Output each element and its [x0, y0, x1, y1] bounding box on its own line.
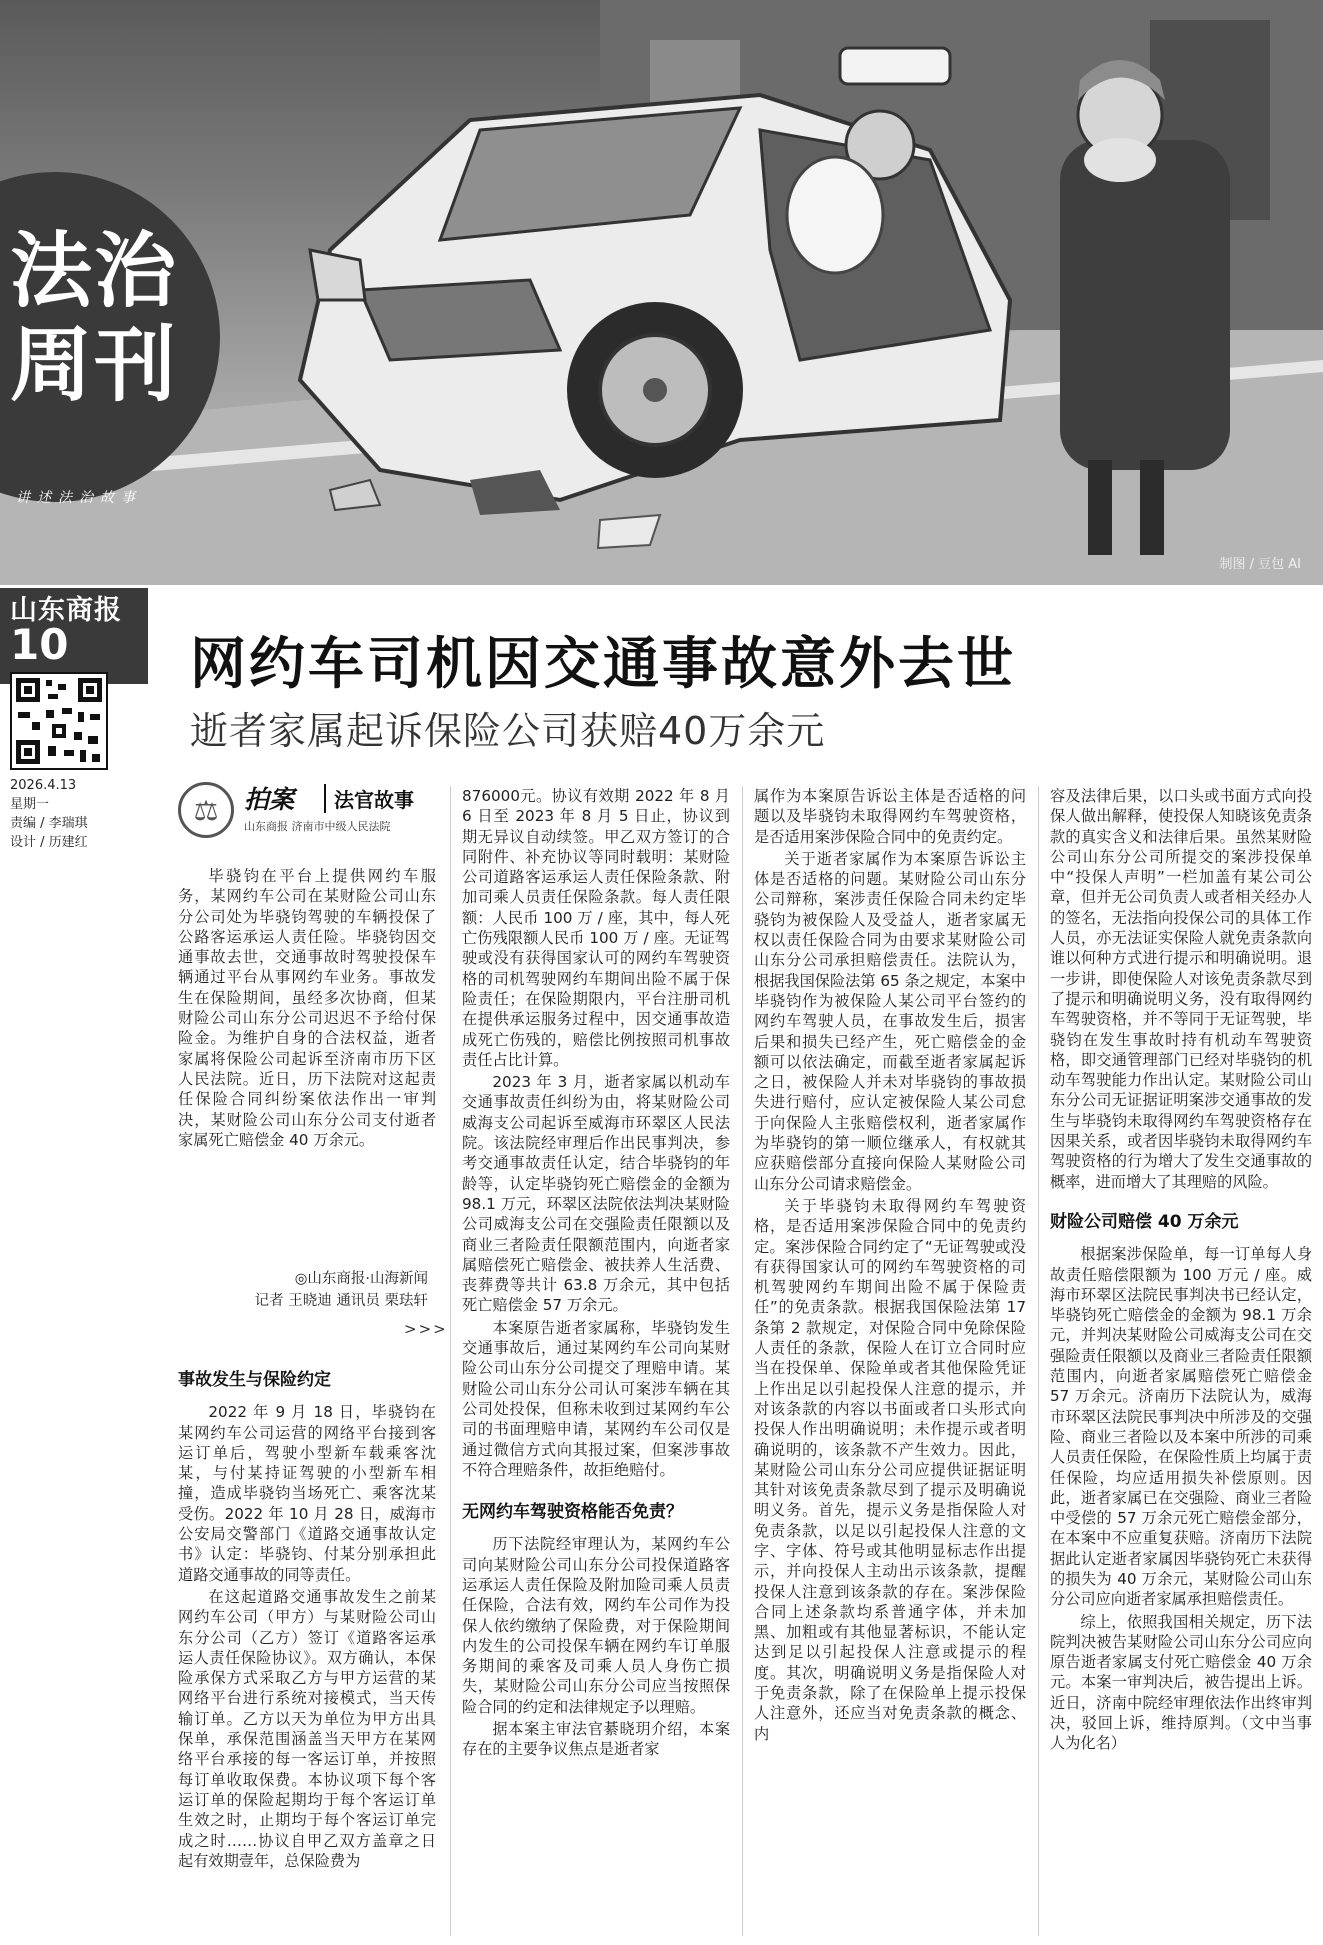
paragraph: 根据案涉保险单，每一订单每人身故责任赔偿限额为 100 万元 / 座。威海市环翠区法院民事判决书已经认定，毕骁钧死亡赔偿金的金额为 98.1 万余元，并判决某财险公司威海支公司在交强险责任限额以及商业三者险责任限额范围内，向逝者家属赔偿死亡赔偿金 57 万余元。济南历下法院认为，威海市环翠区法院民事判决中所涉及的交强险、商业三者险以及本案中所涉的司乘人员责任保险，在保险性质上均属于责任保险，均应适用损失补偿原则。因此，逝者家属已在交强险、商业三者险中受偿的 57 万余元死亡赔偿金部分，在本案中不应重复获赔。济南历下法院据此认定逝者家属因毕骁钧死亡未获得的损失为 40 万余元，某财险公司山东分公司应向逝者家属承担赔偿责任。: [1050, 1245, 1312, 1609]
paper-name: 山东商报: [10, 595, 122, 626]
paragraph: 综上，依照我国相关规定，历下法院判决被告某财险公司山东分公司应向原告逝者家属支付死亡赔偿金 40 万余元。本案一审判决后，被告提出上诉。近日，济南中院经审理依法作出终审判决，驳回上诉，维持原判。（文中当事人为化名）: [1050, 1612, 1312, 1753]
column-badge: [178, 780, 440, 842]
byline-source: ◎山东商报·山海新闻: [294, 1271, 428, 1287]
article-column-3: [754, 786, 1026, 1746]
paragraph: 容及法律后果，以口头或书面方式向投保人做出解释，使投保人知晓该免责条款的真实含义和法律后果。虽然某财险公司山东分公司所提交的案涉投保单中“投保人声明”一栏加盖有某公司公章，但并无公司负责人或者相关经办人的签名，无法指向投保公司的具体工作人员，亦无法证实保险人就免责条款向谁以何种方式进行提示和明确说明。退一步讲，即使保险人对该免责条款尽到了提示和明确说明义务，没有取得网约车驾驶资格，并不等同于无证驾驶，毕骁钧在发生事故时持有机动车驾驶资格，即交通管理部门已经对毕骁钧的机动车驾驶能力作出认定。某财险公司山东分公司无证据证明案涉交通事故的发生与毕骁钧未取得网约车驾驶资格存在因果关系，或者因毕骁钧未取得网约车驾驶资格的行为增大了发生交通事故的概率，进而增大了其理赔的风险。: [1050, 787, 1312, 1191]
article-headline: 网约车司机因交通事故意外去世: [190, 632, 1016, 697]
article-column-1: [178, 1360, 436, 1873]
paragraph: 在这起道路交通事故发生之前某网约车公司（甲方）与某财险公司山东分公司（乙方）签订《道路客运承运人责任保险协议》。双方确认，本保险承保方式采取乙方与甲方运营的某网络平台进行系统对接模式，当天传输订单。乙方以天为单位为甲方出具保单，承保范围涵盖当天甲方在某网络平台承接的每一客运订单，并按照每订单收取保费。本协议项下每个客运订单的保险起期均于每个客运订单生效之时，止期均于每个客运订单完成之时……协议自甲乙双方盖章之日起有效期壹年，总保险费为: [178, 1587, 436, 1870]
column-divider: [742, 786, 743, 1936]
designer-credit: 设计 / 历建红: [10, 835, 88, 850]
paragraph: 关于毕骁钧未取得网约车驾驶资格，是否适用案涉保险合同中的免责约定。案涉保险合同约定了“无证驾驶或没有获得国家认可的网约车驾驶资格的司机驾驶网约车期间出险不属于保险责任”的免责条款。根据我国保险法第 17 条第 2 款规定，对保险合同中免除保险人责任的条款，保险人在订立合同时应当在投保单、保险单或者其他保险凭证上作出足以引起投保人注意的提示，并对该条款的内容以书面或者口头形式向投保人作出明确说明；未作提示或者明确说明的，该条款不产生效力。因此，某财险公司山东分公司应提供证据证明其针对该免责条款尽到了提示及明确说明义务。首先，提示义务是指保险人对免责条款，以足以引起投保人注意的文字、字体、符号或其他明显标志作出提示，并向投保人主动出示该条款，提醒投保人注意到该条款的存在。案涉保险合同上述条款均系普通字体，并未加黑、加粗或有其他显著标识，不能认定达到足以引起投保人注意或提示的程度。其次，明确说明义务是指保险人对于免责条款，除了在保险单上提示投保人注意外，还应当对免责条款的概念、内: [754, 1196, 1026, 1743]
article-column-2: [462, 786, 730, 1762]
section-heading-compensation: 财险公司赔偿 40 万余元: [1050, 1211, 1239, 1232]
editor-credit: 责编 / 李瑞琪: [10, 816, 88, 831]
column-divider: [1038, 786, 1039, 1936]
paragraph: 历下法院经审理认为，某网约车公司向某财险公司山东分公司投保道路客运承运人责任保险及附加险司乘人员责任保险，合法有效，网约车公司作为投保人依约缴纳了保险费，对于保险期间内发生的公司投保车辆在网约车订单服务期间的乘客及司乘人员人身伤亡损失，某财险公司山东分公司应当按照保险合同的约定和法律规定予以理赔。: [462, 1535, 730, 1716]
paragraph: 关于逝者家属作为本案原告诉讼主体是否适格的问题。某财险公司山东分公司辩称，案涉责任保险合同未约定毕骁钧为被保险人及受益人，逝者家属无权以责任保险合同为由要求某财险公司山东分公司承担赔偿责任。法院认为，根据我国保险法第 65 条之规定，本案中毕骁钧作为被保险人某公司平台签约的网约车驾驶人员，在事故发生后，损害后果和损失已经产生，死亡赔偿金的金额可以依法确定，而截至逝者家属起诉之日，被保险人并未对毕骁钧的事故损失进行赔付，应认定被保险人某公司怠于向保险人主张赔偿权利，逝者家属作为毕骁钧的第一顺位继承人，有权就其应获赔偿部分直接向保险人某财险公司山东分公司请求赔偿金。: [754, 849, 1026, 1193]
byline-reporters: 记者 王晓迪 通讯员 栗珐轩: [254, 1293, 428, 1309]
section-slogan: 讲述法治故事: [16, 490, 142, 506]
paragraph: 876000元。协议有效期 2022 年 8 月 6 日至 2023 年 8 月 5 日止，协议到期无异议自动续签。甲乙双方签订的合同附件、补充协议等同时载明：某财险公司道路客运承运人责任保险条款、附加司乘人员责任保险条款。每人责任限额：人民币 100 万 / 座，其中，每人死亡伤残限额人民币 100 万 / 座。无证驾驶或没有获得国家认可的网约车驾驶资格的司机驾驶网约车期间出险不属于保险责任；在保险期限内，平台注册司机在提供承运服务过程中，因交通事故造成死亡伤残的，赔偿比例按照司机事故责任占比计算。: [462, 787, 730, 1069]
section-heading-exemption: 无网约车驾驶资格能否免责？: [462, 1502, 683, 1523]
qr-code-icon: [10, 672, 108, 770]
column-divider: [450, 786, 451, 1936]
article-subheadline: 逝者家属起诉保险公司获赔40万余元: [190, 709, 826, 753]
section-title: [10, 225, 200, 413]
article-column-1-lead: [178, 866, 436, 1152]
continue-arrows: >>>: [404, 1320, 448, 1338]
section-heading-accident: 事故发生与保险约定: [178, 1370, 331, 1390]
section-title-line2: 周刊: [10, 318, 179, 413]
paragraph: 据本案主审法官綦晓玥介绍，本案存在的主要争议焦点是逝者家: [462, 1720, 730, 1759]
column-badge-partners: 山东商报 济南市中级人民法院: [244, 820, 391, 833]
issue-weekday: 星期一: [10, 797, 50, 812]
paragraph: 2022 年 9 月 18 日，毕骁钧在某网约车公司运营的网络平台接到客运订单后，驾驶小型新车载乘客沈某，与付某持证驾驶的小型新车相撞，造成毕骁钧当场死亡、乘客沈某受伤。2022 年 10 月 28 日，威海市公安局交警部门《道路交通事故认定书》认定：毕骁钧、付某分别承担此道路交通事故的同等责任。: [178, 1403, 436, 1584]
paragraph: 属作为本案原告诉讼主体是否适格的问题以及毕骁钧未取得网约车驾驶资格，是否适用案涉保险合同中的免责约定。: [754, 787, 1026, 846]
article-column-4: [1050, 786, 1312, 1756]
paragraph: 2023 年 3 月，逝者家属以机动车交通事故责任纠纷为由，将某财险公司威海支公司起诉至威海市环翠区人民法院。该法院经审理后作出民事判决，参考交通事故责任认定，结合毕骁钧的年龄等，认定毕骁钧死亡赔偿金的金额为 98.1 万元，环翠区法院依法判决某财险公司威海支公司在交强险责任限额以及商业三者险责任限额范围内，向逝者家属赔偿死亡赔偿金、被扶养人生活费、丧葬费等共计 63.8 万余元，其中包括死亡赔偿金 57 万余元。: [462, 1073, 730, 1315]
column-badge-name: 拍案: [244, 785, 295, 814]
page-number: 10: [10, 620, 69, 669]
issue-date: 2026.4.13: [10, 778, 77, 793]
article-lead: 毕骁钧在平台上提供网约车服务，某网约车公司在某财险公司山东分公司处为毕骁钧驾驶的车辆投保了公路客运承运人责任险。毕骁钧因交通事故去世，交通事故时驾驶投保车辆通过平台从事网约车业务。事故发生在保险期间，虽经多次协商，但某财险公司山东分公司迟迟不予给付保险金。为维护自身的合法权益，逝者家属将保险公司起诉至济南市历下区人民法院。近日，历下法院对这起责任保险合同纠纷案依法作出一审判决，某财险公司山东分公司支付逝者家属死亡赔偿金 40 万余元。: [178, 867, 436, 1149]
paragraph: 本案原告逝者家属称，毕骁钧发生交通事故后，通过某网约车公司向某财险公司山东分公司提交了理赔申请。某财险公司山东分公司认可案涉车辆在其公司处投保，但称未收到过某网约车公司的书面理赔申请，某网约车公司仅是通过微信方式向其报过案，但案涉事故不符合理赔条件，故拒绝赔付。: [462, 1318, 730, 1479]
court-seal-icon: ⚖: [178, 782, 234, 838]
column-badge-sub: 法官故事: [324, 784, 414, 813]
section-title-line1: 法治: [10, 224, 179, 319]
illustration-credit: 制图 / 豆包 AI: [1219, 557, 1301, 572]
